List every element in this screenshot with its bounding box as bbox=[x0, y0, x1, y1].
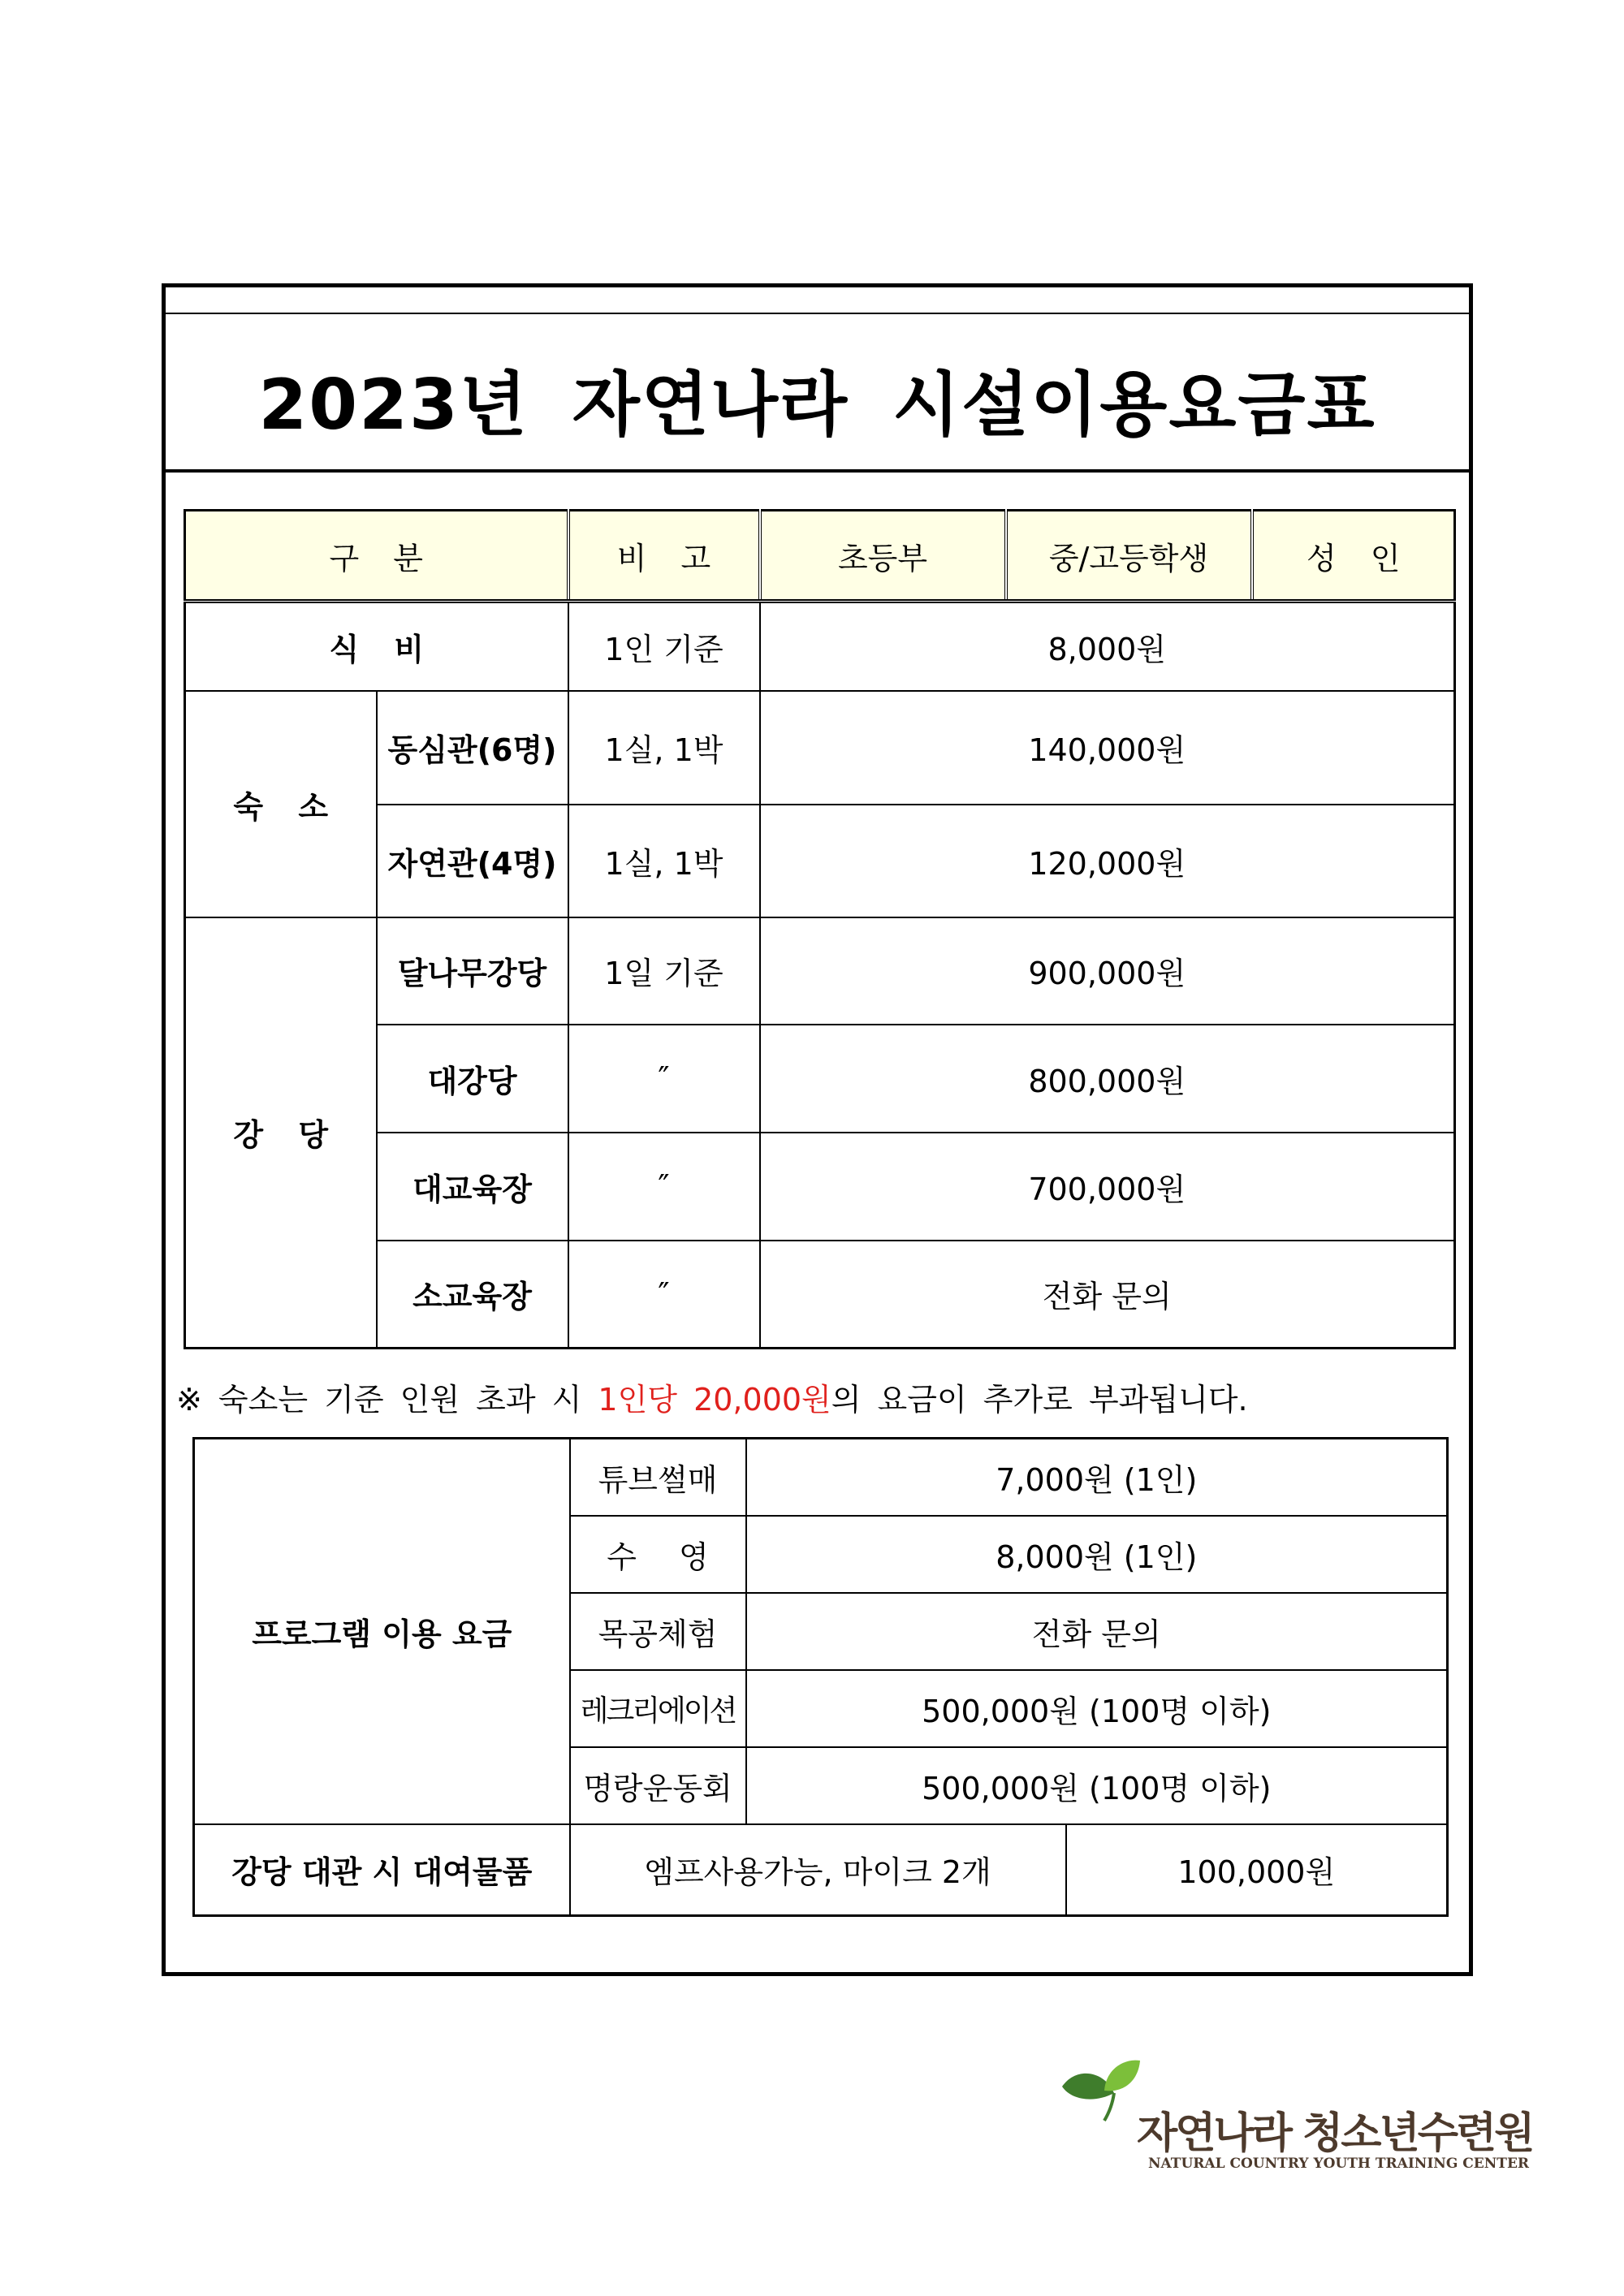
facility-fee-table bbox=[184, 509, 1456, 1349]
header-elementary: 초등부 bbox=[760, 511, 1006, 602]
table-header-row bbox=[185, 511, 1455, 602]
hall-note: 1일 기준 bbox=[568, 917, 760, 1025]
title-divider bbox=[166, 469, 1469, 473]
hall-name: 대강당 bbox=[377, 1025, 568, 1133]
hall-note: ″ bbox=[568, 1241, 760, 1349]
header-middle-high: 중/고등학생 bbox=[1006, 511, 1252, 602]
program-name: 튜브썰매 bbox=[570, 1439, 746, 1517]
program-price: 500,000원 (100명 이하) bbox=[746, 1747, 1448, 1824]
program-price: 7,000원 (1인) bbox=[746, 1439, 1448, 1517]
hall-price: 800,000원 bbox=[760, 1025, 1455, 1133]
header-adult: 성 인 bbox=[1252, 511, 1455, 602]
footnote-prefix: ※ 숙소는 기준 인원 초과 시 bbox=[176, 1382, 598, 1418]
logo-subtitle: NATURAL COUNTRY YOUTH TRAINING CENTER bbox=[1148, 2156, 1530, 2172]
frame-top-rule bbox=[166, 313, 1469, 314]
program-name: 목공체험 bbox=[570, 1593, 746, 1670]
meal-label: 식 비 bbox=[185, 602, 568, 691]
table-row-meal bbox=[185, 602, 1455, 691]
program-name: 수 영 bbox=[570, 1516, 746, 1593]
lodging-room-price: 120,000원 bbox=[760, 805, 1455, 917]
program-price: 500,000원 (100명 이하) bbox=[746, 1670, 1448, 1747]
hall-price: 900,000원 bbox=[760, 917, 1455, 1025]
page-title: 2023년 자연나라 시설이용요금표 bbox=[258, 365, 1376, 446]
header-note: 비 고 bbox=[568, 511, 760, 602]
rental-price: 100,000원 bbox=[1066, 1824, 1448, 1915]
hall-note: ″ bbox=[568, 1025, 760, 1133]
rental-label: 강당 대관 시 대여물품 bbox=[194, 1824, 570, 1915]
program-price: 전화 문의 bbox=[746, 1593, 1448, 1670]
hall-price: 전화 문의 bbox=[760, 1241, 1455, 1349]
header-category: 구 분 bbox=[185, 511, 568, 602]
logo-name: 자연나라 청소년수련원 bbox=[1137, 2109, 1533, 2158]
table-row-hall-1 bbox=[185, 917, 1455, 1025]
lodging-room-note: 1실, 1박 bbox=[568, 691, 760, 805]
meal-note: 1인 기준 bbox=[568, 602, 760, 691]
surcharge-footnote bbox=[176, 1375, 1248, 1419]
lodging-room-price: 140,000원 bbox=[760, 691, 1455, 805]
hall-price: 700,000원 bbox=[760, 1133, 1455, 1241]
organization-logo bbox=[1056, 2054, 1533, 2176]
hall-label: 강 당 bbox=[185, 917, 377, 1349]
hall-note: ″ bbox=[568, 1133, 760, 1241]
lodging-room-note: 1실, 1박 bbox=[568, 805, 760, 917]
meal-price: 8,000원 bbox=[760, 602, 1455, 691]
program-name: 레크리에이션 bbox=[570, 1670, 746, 1747]
lodging-room-name: 자연관(4명) bbox=[377, 805, 568, 917]
program-price: 8,000원 (1인) bbox=[746, 1516, 1448, 1593]
program-fee-table bbox=[192, 1437, 1449, 1917]
program-name: 명랑운동회 bbox=[570, 1747, 746, 1824]
program-row-1 bbox=[194, 1439, 1448, 1517]
rental-items: 엠프사용가능, 마이크 2개 bbox=[570, 1824, 1066, 1915]
leaf-icon bbox=[1056, 2054, 1145, 2127]
footnote-suffix: 의 요금이 추가로 부과됩니다. bbox=[831, 1382, 1248, 1418]
hall-name: 소교육장 bbox=[377, 1241, 568, 1349]
table-row-lodging-1 bbox=[185, 691, 1455, 805]
lodging-label: 숙 소 bbox=[185, 691, 377, 917]
program-label: 프로그램 이용 요금 bbox=[194, 1439, 570, 1825]
footnote-highlight: 1인당 20,000원 bbox=[598, 1382, 831, 1418]
hall-name: 대교육장 bbox=[377, 1133, 568, 1241]
rental-row bbox=[194, 1824, 1448, 1915]
lodging-room-name: 동심관(6명) bbox=[377, 691, 568, 805]
hall-name: 달나무강당 bbox=[377, 917, 568, 1025]
